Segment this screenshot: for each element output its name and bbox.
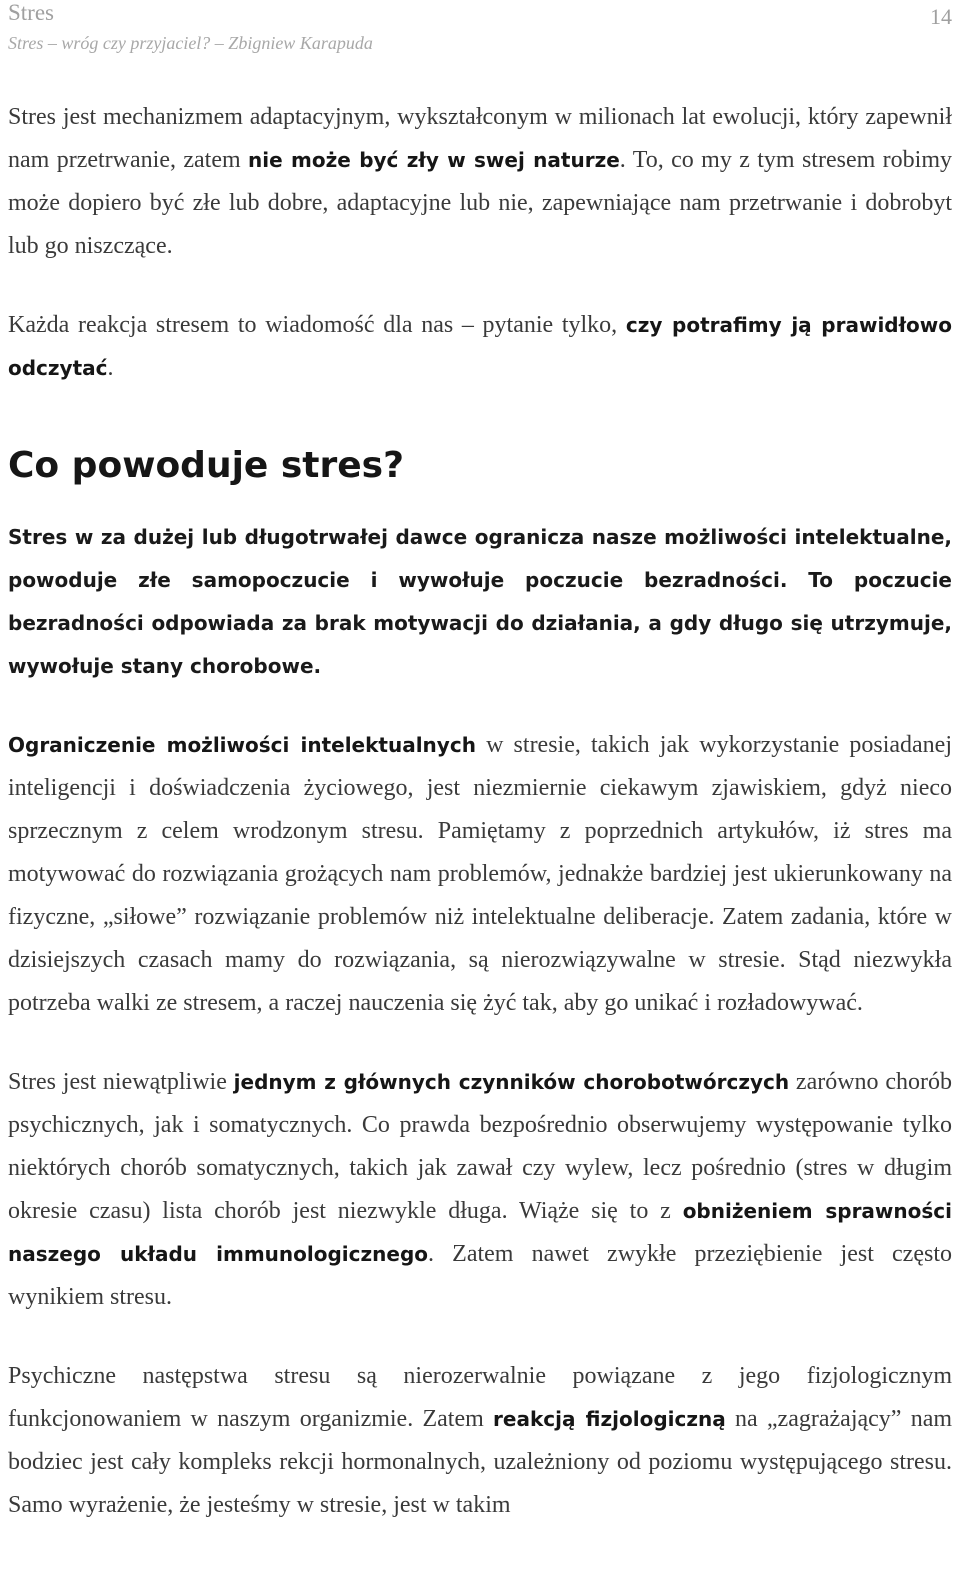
running-header-subtitle: Stres – wróg czy przyjaciel? – Zbigniew Karapuda [8, 33, 373, 53]
article-body [8, 96, 952, 1527]
emphasis-text: jednym z głównych czynników chorobotwórczych [233, 1070, 790, 1094]
page-number: 14 [930, 4, 952, 29]
paragraph-6: Psychiczne następstwa stresu są nierozerwalnie powiązane z jego fizjologicznym funkcjonowaniem w naszym organizmie. Zatem reakcją fizjologiczną na „zagrażający” nam bodziec jest cały kompleks rekcji hormonalnych, uzależniony od poziomu występującego stresu. Samo wyrażenie, że jesteśmy w stresie, jest w takim [8, 1363, 953, 1518]
emphasis-text: Ograniczenie możliwości intelektualnych [8, 733, 476, 757]
paragraph-4: Ograniczenie możliwości intelektualnych w stresie, takich jak wykorzystanie posiadanej inteligencji i doświadczenia życiowego, jest niezmiernie ciekawym zjawiskiem, gdyż nieco sprzecznym z celem wrodzonym stresu. Pamiętamy z poprzednich artykułów, iż stres ma motywować do rozwiązania grożących nam problemów, jednakże bardziej jest ukierunkowany na fizyczne, „siłowe” rozwiązanie problemów niż intelektualne deliberacje. Zatem zadania, które w dzisiejszych czasach mamy do rozwiązania, są nierozwiązywalne w stresie. Stąd niezwykła potrzeba walki ze stresem, a raczej nauczenia się żyć tak, aby go unikać i rozładowywać. [8, 732, 952, 1016]
paragraph-3-bold: Stres w za dużej lub długotrwałej dawce ogranicza nasze możliwości intelektualne, powoduje złe samopoczucie i wywołuje poczucie bezradności. To poczucie bezradności odpowiada za brak motywacji do działania, a gdy długo się utrzymuje, wywołuje stany chorobowe. [8, 525, 952, 678]
emphasis-text: czy potrafimy ją prawidłowo odczytać [8, 313, 953, 380]
emphasis-text: obniżeniem sprawności naszego układu immunologicznego [8, 1199, 953, 1266]
paragraph-2: Każda reakcja stresem to wiadomość dla nas – pytanie tylko, czy potrafimy ją prawidłowo odczytać. [8, 312, 953, 381]
paragraph-5: Stres jest niewątpliwie jednym z głównych czynników chorobotwórczych zarówno chorób psychicznych, jak i somatycznych. Co prawda bezpośrednio obserwujemy występowanie tylko niektórych chorób somatycznych, takich jak zawał czy wylew, lecz pośrednio (stres w długim okresie czasu) lista chorób jest niezwykle długa. Wiąże się to z obniżeniem sprawności naszego układu immunologicznego. Zatem nawet zwykłe przeziębienie jest często wynikiem stresu. [8, 1069, 953, 1310]
emphasis-text: nie może być zły w swej naturze [248, 148, 620, 172]
running-header-title: Stres [8, 0, 54, 25]
section-heading: Co powoduje stres? [8, 445, 404, 486]
emphasis-text: reakcją fizjologiczną [493, 1407, 726, 1431]
paragraph-1: Stres jest mechanizmem adaptacyjnym, wykształconym w milionach lat ewolucji, który zapewnił nam przetrwanie, zatem nie może być zły w swej naturze. To, co my z tym stresem robimy może dopiero być złe lub dobre, adaptacyjne lub nie, zapewniające nam przetrwanie i dobrobyt lub go niszczące. [8, 104, 952, 259]
